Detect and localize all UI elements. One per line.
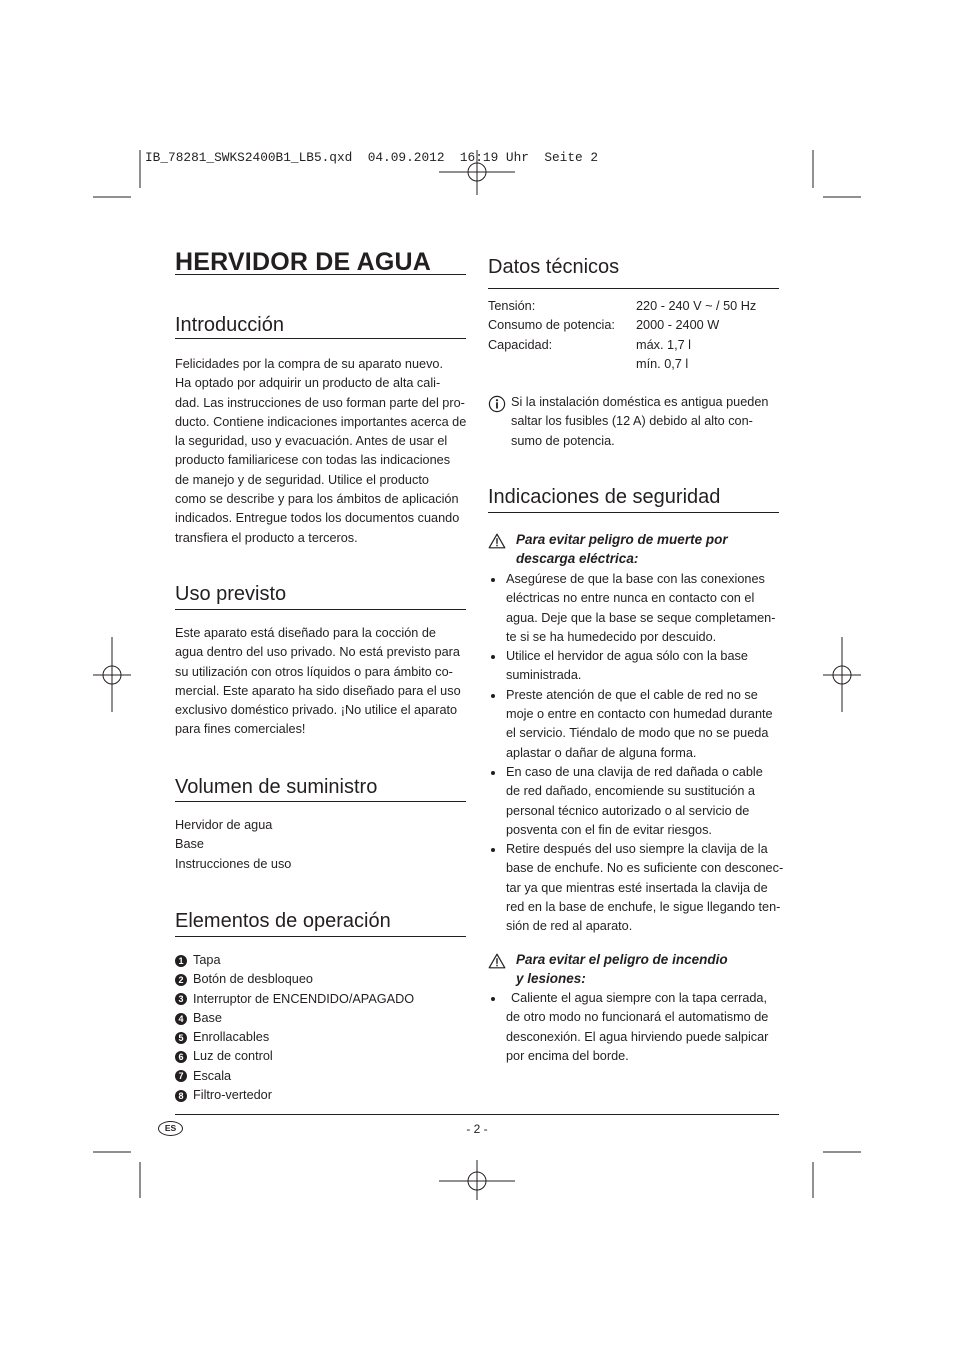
text-line: moje o entre en contacto con humedad durante xyxy=(506,707,773,722)
bullet-icon xyxy=(491,997,495,1001)
warning-text-line: y lesiones: xyxy=(516,971,586,987)
crop-mark-top-right xyxy=(813,150,861,197)
footer-rule xyxy=(175,1114,779,1115)
operating-elements-rule xyxy=(175,936,466,937)
text-line: En caso de una clavija de red dañada o cable xyxy=(506,764,763,779)
number-badge: 7 xyxy=(175,1070,187,1082)
list-item: Hervidor de agua xyxy=(175,818,273,832)
text-line: posventa con el fin de evitar riesgos. xyxy=(506,822,712,837)
number-badge: 3 xyxy=(175,993,187,1005)
number-badge: 5 xyxy=(175,1032,187,1044)
intended-use-heading: Uso previsto xyxy=(175,583,287,605)
delivery-scope-rule xyxy=(175,801,466,802)
warning-text-line: Para evitar el peligro de incendio xyxy=(516,952,728,967)
text-line: ducto. Contiene indicaciones importantes acerca de xyxy=(175,414,467,429)
text-line: producto familiaricese con todas las indicaciones xyxy=(175,453,451,468)
list-item xyxy=(506,686,783,763)
bullet-icon xyxy=(491,694,495,698)
title-rule xyxy=(175,274,466,275)
text-line: Felicidades por la compra de su aparato nuevo. xyxy=(175,357,444,371)
text-line: agua. Deje que la base se seque completamen- xyxy=(506,610,776,625)
bullet-icon xyxy=(491,771,495,775)
spec-value: 2000 - 2400 W xyxy=(636,318,720,333)
text-line: te si se ha humedecido por descuido. xyxy=(506,629,717,644)
fire-safety-list xyxy=(506,989,768,1066)
text-line: Ha optado por adquirir un producto de alta cali- xyxy=(175,376,441,391)
text-line: aplastar o dañar de alguna forma. xyxy=(506,745,697,760)
bullet-icon xyxy=(491,848,495,852)
text-line: para fines comerciales! xyxy=(175,722,306,737)
number-badge: 6 xyxy=(175,1051,187,1063)
print-slug: IB_78281_SWKS2400B1_LB5.qxd 04.09.2012 16:19 Uhr Seite 2 xyxy=(145,150,599,165)
text-line: sumo de potencia. xyxy=(511,433,615,448)
text-line: desconexión. El agua hirviendo puede salpicar xyxy=(506,1029,769,1044)
spec-value: máx. 1,7 l xyxy=(636,337,691,352)
number-badge: 8 xyxy=(175,1090,187,1102)
text-line: Caliente el agua siempre con la tapa cerrada, xyxy=(511,991,768,1005)
text-line: Asegúrese de que la base con las conexiones xyxy=(506,572,765,586)
delivery-scope-heading: Volumen de suministro xyxy=(175,776,378,798)
list-item-label: Enrollacables xyxy=(193,1030,270,1045)
operating-elements-heading: Elementos de operación xyxy=(175,910,391,932)
page-title: HERVIDOR DE AGUA xyxy=(175,248,432,276)
text-line: Retire después del uso siempre la clavija de la xyxy=(506,842,768,857)
text-line: tar ya que mientras esté insertada la clavija de xyxy=(506,880,768,895)
text-line: indicados. Entregue todos los documentos cuando xyxy=(175,511,460,526)
bullet-icon xyxy=(491,578,495,582)
list-item-label: Botón de desbloqueo xyxy=(193,972,313,987)
list-item-label: Filtro-vertedor xyxy=(193,1088,272,1103)
list-item-label: Escala xyxy=(193,1068,232,1083)
text-line: la seguridad, uso y evacuación. Antes de usar el xyxy=(175,434,448,449)
text-line: transfiera el producto a terceros. xyxy=(175,530,358,545)
list-item: Instrucciones de uso xyxy=(175,856,292,871)
safety-heading: Indicaciones de seguridad xyxy=(488,486,721,508)
text-line: de manejo y de seguridad. Utilice el producto xyxy=(175,472,429,487)
list-item xyxy=(506,989,768,1066)
crop-mark-top-left xyxy=(93,150,140,197)
text-line: saltar los fusibles (12 A) debido al alto con- xyxy=(511,414,753,429)
list-item-label: Tapa xyxy=(193,953,221,967)
text-line: Preste atención de que el cable de red no se xyxy=(506,687,758,702)
tech-data-rule xyxy=(488,288,779,289)
warning-text-line: Para evitar peligro de muerte por xyxy=(516,532,728,547)
table-row xyxy=(488,336,779,355)
spec-label: Tensión: xyxy=(488,299,536,313)
list-item xyxy=(175,970,414,989)
list-item xyxy=(175,1009,414,1028)
intro-heading: Introducción xyxy=(175,314,284,336)
text-line: personal técnico autorizado o al servicio de xyxy=(506,803,750,818)
intro-paragraph xyxy=(175,355,466,548)
intended-use-rule xyxy=(175,609,466,610)
tech-data-heading: Datos técnicos xyxy=(488,256,620,278)
list-item xyxy=(506,763,783,840)
list-item xyxy=(506,840,783,936)
intended-use-paragraph xyxy=(175,624,461,740)
text-line: de otro modo no funcionará el automatismo de xyxy=(506,1010,769,1025)
number-badge: 4 xyxy=(175,1013,187,1025)
intro-rule xyxy=(175,338,466,339)
crop-mark-bottom-right xyxy=(813,1152,861,1198)
page-number: - 2 - xyxy=(466,1122,488,1136)
list-item xyxy=(175,1047,414,1066)
registration-mark-bottom xyxy=(439,1160,515,1200)
text-line: agua dentro del uso privado. No está previsto para xyxy=(175,645,460,660)
warning-text-line: descarga eléctrica: xyxy=(516,551,639,567)
electric-warning-title xyxy=(516,530,728,569)
specs-table xyxy=(488,297,779,374)
table-row xyxy=(488,316,779,335)
text-line: como se describe y para los ámbitos de aplicación xyxy=(175,492,459,507)
number-badge: 1 xyxy=(175,955,187,967)
spec-value: mín. 0,7 l xyxy=(636,356,689,371)
list-item-label: Base xyxy=(193,1010,222,1025)
list-item: Base xyxy=(175,837,204,852)
list-item xyxy=(175,1067,414,1086)
list-item xyxy=(506,647,783,686)
text-line: el servicio. Tiéndalo de modo que no se pueda xyxy=(506,726,769,741)
text-line: exclusivo doméstico privado. ¡No utilice el aparato xyxy=(175,703,458,718)
list-item xyxy=(175,990,414,1009)
text-line: Si la instalación doméstica es antigua pueden xyxy=(511,395,769,409)
operating-elements-list xyxy=(175,951,414,1105)
list-item xyxy=(506,570,783,647)
text-line: dad. Las instrucciones de uso forman parte del pro- xyxy=(175,395,465,410)
registration-mark-right xyxy=(823,637,861,712)
safety-rule xyxy=(488,512,779,513)
bullet-icon xyxy=(491,655,495,659)
spec-label: Capacidad: xyxy=(488,337,553,352)
list-item xyxy=(175,1086,414,1105)
text-line: su utilización con otros líquidos o para ámbito co- xyxy=(175,664,453,679)
fire-warning-title xyxy=(516,950,728,989)
text-line: red en la base de enchufe, le sigue llegando ten- xyxy=(506,900,781,915)
text-line: Este aparato está diseñado para la cocción de xyxy=(175,626,436,640)
spec-value: 220 - 240 V ~ / 50 Hz xyxy=(636,299,757,313)
table-row xyxy=(488,355,779,374)
warning-icon xyxy=(488,953,506,969)
list-item xyxy=(175,951,414,970)
electric-safety-list xyxy=(506,570,783,937)
warning-icon xyxy=(488,533,506,549)
delivery-scope-list xyxy=(175,816,291,874)
text-line: suministrada. xyxy=(506,668,582,683)
table-row xyxy=(488,297,779,316)
crop-mark-bottom-left xyxy=(93,1152,140,1198)
spec-label: Consumo de potencia: xyxy=(488,318,615,333)
list-item xyxy=(175,1028,414,1047)
text-line: por encima del borde. xyxy=(506,1048,629,1063)
list-item-label: Luz de control xyxy=(193,1049,273,1064)
text-line: base de enchufe. No es suficiente con desconec- xyxy=(506,861,784,876)
text-line: Utilice el hervidor de agua sólo con la base xyxy=(506,649,748,664)
number-badge: 2 xyxy=(175,974,187,986)
list-item-label: Interruptor de ENCENDIDO/APAGADO xyxy=(193,991,415,1006)
text-line: mercial. Este aparato ha sido diseñado para el uso xyxy=(175,683,461,698)
text-line: sión de red al aparato. xyxy=(506,919,633,934)
text-line: eléctricas no entre nunca en contacto con el xyxy=(506,591,755,606)
text-line: de red dañado, encomiende su sustitución a xyxy=(506,784,755,799)
info-icon xyxy=(488,395,506,413)
registration-mark-left xyxy=(93,637,131,712)
language-badge: ES xyxy=(158,1121,183,1136)
info-note xyxy=(511,393,768,451)
